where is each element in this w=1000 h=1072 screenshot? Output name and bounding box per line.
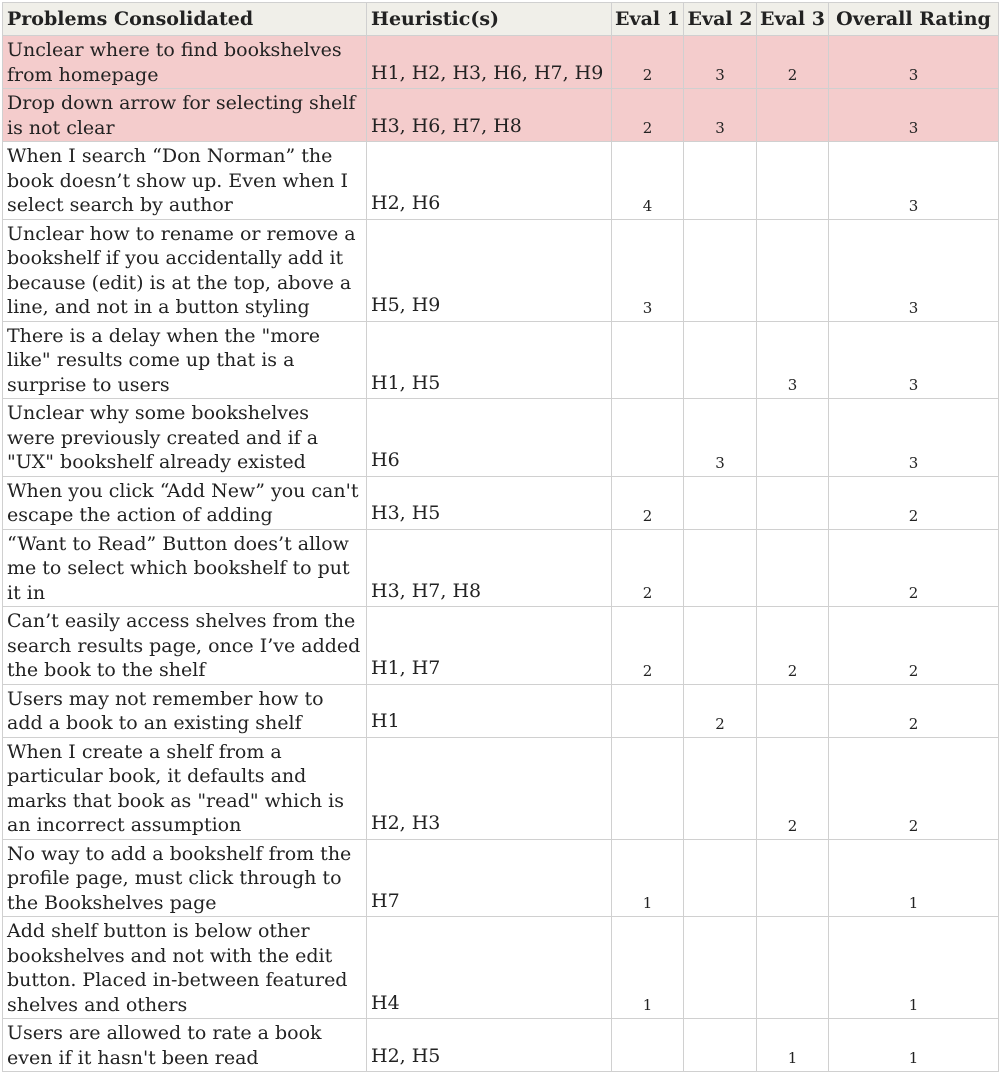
eval-1-cell: 2 xyxy=(612,529,684,607)
eval-2-cell xyxy=(684,529,757,607)
overall-rating-cell: 2 xyxy=(829,476,999,529)
eval-1-cell: 3 xyxy=(612,219,684,321)
eval-3-cell: 2 xyxy=(757,36,829,89)
overall-rating-cell: 3 xyxy=(829,142,999,220)
eval-2-cell xyxy=(684,476,757,529)
problem-cell: Unclear where to find bookshelves from homepage xyxy=(3,36,367,89)
heuristics-cell: H1, H7 xyxy=(367,607,612,685)
problem-cell: Unclear how to rename or remove a bookshelf if you accidentally add it because (edit) is at the top, above a line, and not in a button styling xyxy=(3,219,367,321)
problem-cell: Can’t easily access shelves from the search results page, once I’ve added the book to the shelf xyxy=(3,607,367,685)
overall-rating-cell: 2 xyxy=(829,529,999,607)
heuristics-cell: H1, H2, H3, H6, H7, H9 xyxy=(367,36,612,89)
overall-rating-cell: 2 xyxy=(829,607,999,685)
eval-1-cell xyxy=(612,684,684,737)
eval-2-cell xyxy=(684,737,757,839)
header-row xyxy=(3,3,999,36)
eval-2-cell: 3 xyxy=(684,399,757,477)
eval-2-cell xyxy=(684,1019,757,1072)
eval-1-cell: 2 xyxy=(612,89,684,142)
eval-3-cell xyxy=(757,142,829,220)
table-row xyxy=(3,529,999,607)
heuristics-cell: H2, H3 xyxy=(367,737,612,839)
table-row xyxy=(3,219,999,321)
problem-cell: Add shelf button is below other bookshelves and not with the edit button. Placed in-between featured shelves and others xyxy=(3,917,367,1019)
table-row xyxy=(3,399,999,477)
heuristics-cell: H2, H6 xyxy=(367,142,612,220)
eval-3-cell xyxy=(757,839,829,917)
problem-cell: Drop down arrow for selecting shelf is not clear xyxy=(3,89,367,142)
heuristics-cell: H1 xyxy=(367,684,612,737)
header-eval-1: Eval 1 xyxy=(612,3,684,36)
eval-1-cell xyxy=(612,399,684,477)
eval-3-cell xyxy=(757,399,829,477)
eval-3-cell: 3 xyxy=(757,321,829,399)
heuristics-cell: H7 xyxy=(367,839,612,917)
eval-2-cell xyxy=(684,142,757,220)
header-heuristics: Heuristic(s) xyxy=(367,3,612,36)
heuristics-cell: H6 xyxy=(367,399,612,477)
overall-rating-cell: 3 xyxy=(829,219,999,321)
table-row xyxy=(3,737,999,839)
table-row xyxy=(3,917,999,1019)
eval-2-cell: 2 xyxy=(684,684,757,737)
heuristics-cell: H1, H5 xyxy=(367,321,612,399)
table-row xyxy=(3,89,999,142)
table-row xyxy=(3,476,999,529)
table-body xyxy=(3,36,999,1072)
eval-3-cell xyxy=(757,89,829,142)
eval-2-cell xyxy=(684,607,757,685)
problem-cell: Users are allowed to rate a book even if it hasn't been read xyxy=(3,1019,367,1072)
heuristics-cell: H3, H7, H8 xyxy=(367,529,612,607)
eval-2-cell xyxy=(684,917,757,1019)
eval-3-cell: 1 xyxy=(757,1019,829,1072)
eval-3-cell xyxy=(757,917,829,1019)
eval-2-cell: 3 xyxy=(684,36,757,89)
table-row xyxy=(3,684,999,737)
header-eval-2: Eval 2 xyxy=(684,3,757,36)
header-overall-rating: Overall Rating xyxy=(829,3,999,36)
eval-1-cell: 1 xyxy=(612,839,684,917)
overall-rating-cell: 3 xyxy=(829,321,999,399)
overall-rating-cell: 3 xyxy=(829,399,999,477)
table-row xyxy=(3,321,999,399)
eval-1-cell xyxy=(612,321,684,399)
problem-cell: When you click “Add New” you can't escape the action of adding xyxy=(3,476,367,529)
eval-2-cell: 3 xyxy=(684,89,757,142)
problem-cell: Users may not remember how to add a book to an existing shelf xyxy=(3,684,367,737)
eval-3-cell xyxy=(757,219,829,321)
eval-2-cell xyxy=(684,839,757,917)
problem-cell: There is a delay when the "more like" results come up that is a surprise to users xyxy=(3,321,367,399)
eval-1-cell: 2 xyxy=(612,476,684,529)
eval-3-cell xyxy=(757,529,829,607)
eval-3-cell xyxy=(757,684,829,737)
heuristics-cell: H3, H5 xyxy=(367,476,612,529)
eval-1-cell: 2 xyxy=(612,607,684,685)
overall-rating-cell: 2 xyxy=(829,684,999,737)
problem-cell: “Want to Read” Button does’t allow me to select which bookshelf to put it in xyxy=(3,529,367,607)
header-problems: Problems Consolidated xyxy=(3,3,367,36)
eval-2-cell xyxy=(684,219,757,321)
table-row xyxy=(3,607,999,685)
heuristics-cell: H4 xyxy=(367,917,612,1019)
header-eval-3: Eval 3 xyxy=(757,3,829,36)
overall-rating-cell: 2 xyxy=(829,737,999,839)
problem-cell: No way to add a bookshelf from the profile page, must click through to the Bookshelves page xyxy=(3,839,367,917)
eval-3-cell: 2 xyxy=(757,607,829,685)
problem-cell: When I search “Don Norman” the book doesn’t show up. Even when I select search by author xyxy=(3,142,367,220)
table-row xyxy=(3,1019,999,1072)
eval-1-cell: 2 xyxy=(612,36,684,89)
eval-1-cell xyxy=(612,1019,684,1072)
table-row xyxy=(3,142,999,220)
eval-1-cell: 1 xyxy=(612,917,684,1019)
eval-3-cell: 2 xyxy=(757,737,829,839)
overall-rating-cell: 1 xyxy=(829,839,999,917)
eval-1-cell: 4 xyxy=(612,142,684,220)
heuristics-cell: H5, H9 xyxy=(367,219,612,321)
heuristics-cell: H3, H6, H7, H8 xyxy=(367,89,612,142)
eval-2-cell xyxy=(684,321,757,399)
eval-1-cell xyxy=(612,737,684,839)
table-header xyxy=(3,3,999,36)
table-row xyxy=(3,839,999,917)
problem-cell: Unclear why some bookshelves were previously created and if a "UX" bookshelf already existed xyxy=(3,399,367,477)
overall-rating-cell: 1 xyxy=(829,1019,999,1072)
overall-rating-cell: 3 xyxy=(829,89,999,142)
overall-rating-cell: 3 xyxy=(829,36,999,89)
eval-3-cell xyxy=(757,476,829,529)
problem-cell: When I create a shelf from a particular book, it defaults and marks that book as "read" which is an incorrect assumption xyxy=(3,737,367,839)
heuristics-cell: H2, H5 xyxy=(367,1019,612,1072)
table-row xyxy=(3,36,999,89)
heuristic-evaluation-table xyxy=(2,2,999,1072)
overall-rating-cell: 1 xyxy=(829,917,999,1019)
